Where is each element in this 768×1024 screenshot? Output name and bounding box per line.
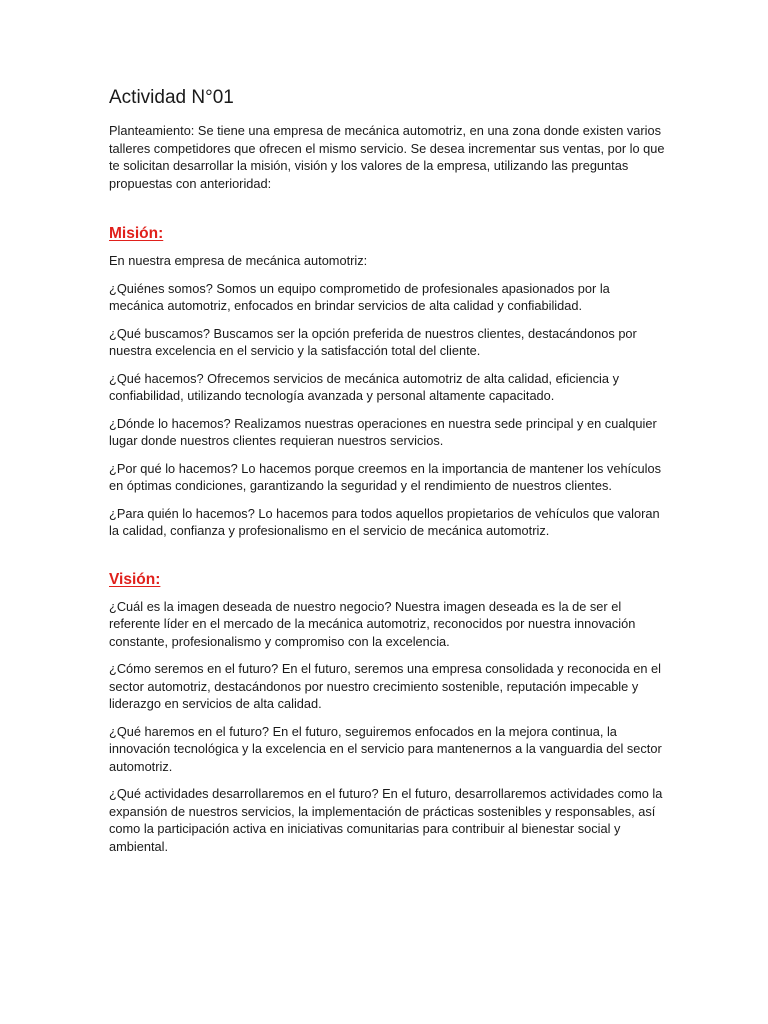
mision-paragraph-por-que: ¿Por qué lo hacemos? Lo hacemos porque creemos en la importancia de mantener los vehículos en óptimas condiciones, garantizando la seguridad y el rendimiento de nuestros clientes. <box>109 460 661 493</box>
vision-paragraph-como-seremos: ¿Cómo seremos en el futuro? En el futuro, seremos una empresa consolidada y reconocida en el sector automotriz, destacándonos por nuestro crecimiento sostenible, reputación impecable y liderazgo en servicios de alta calidad. <box>109 661 661 711</box>
document-title: Actividad N°01 <box>109 87 234 108</box>
intro-paragraph: Planteamiento: Se tiene una empresa de mecánica automotriz, en una zona donde existen varios talleres competidores que ofrecen el mismo servicio. Se desea incrementar sus ventas, por lo que te solicitan desarrollar la misión, visión y los valores de la empresa, utilizando las preguntas propuestas con anterioridad: <box>109 123 665 191</box>
vision-paragraph-que-haremos: ¿Qué haremos en el futuro? En el futuro, seguiremos enfocados en la mejora continua, la innovación tecnológica y la excelencia en el servicio para mantenernos a la vanguardia del sector automotriz. <box>109 723 662 774</box>
mision-paragraph-que-hacemos: ¿Qué hacemos? Ofrecemos servicios de mecánica automotriz de alta calidad, eficiencia y confiabilidad, utilizando tecnología avanzada y personal altamente capacitado. <box>109 370 619 403</box>
mision-paragraph-que-buscamos: ¿Qué buscamos? Buscamos ser la opción preferida de nuestros clientes, destacándonos por nuestra excelencia en el servicio y la satisfacción total del cliente. <box>109 325 637 358</box>
vision-paragraph-imagen: ¿Cuál es la imagen deseada de nuestro negocio? Nuestra imagen deseada es la de ser el referente líder en el mercado de la mecánica automotriz, reconocidos por nuestra innovación constante, profesionalismo y compromiso con la excelencia. <box>109 598 636 649</box>
vision-heading: Visión: <box>109 570 161 588</box>
vision-paragraph-actividades: ¿Qué actividades desarrollaremos en el futuro? En el futuro, desarrollaremos actividades como la expansión de nuestros servicios, la implementación de prácticas sostenibles y responsables, así como la participación activa en iniciativas comunitarias para contribuir al bienestar social y ambiental. <box>109 786 663 854</box>
mision-paragraph-donde: ¿Dónde lo hacemos? Realizamos nuestras operaciones en nuestra sede principal y en cualquier lugar donde nuestros clientes requieran nuestros servicios. <box>109 415 657 448</box>
mision-heading: Misión: <box>109 225 164 242</box>
document-body <box>109 86 665 865</box>
mision-paragraph-quienes: ¿Quiénes somos? Somos un equipo comprometido de profesionales apasionados por la mecánica automotriz, enfocados en brindar servicios de alta calidad y confiabilidad. <box>109 280 610 313</box>
mision-lead: En nuestra empresa de mecánica automotriz: <box>109 253 368 268</box>
mision-paragraph-para-quien: ¿Para quién lo hacemos? Lo hacemos para todos aquellos propietarios de vehículos que valoran la calidad, confianza y profesionalismo en el servicio de mecánica automotriz. <box>109 505 660 538</box>
